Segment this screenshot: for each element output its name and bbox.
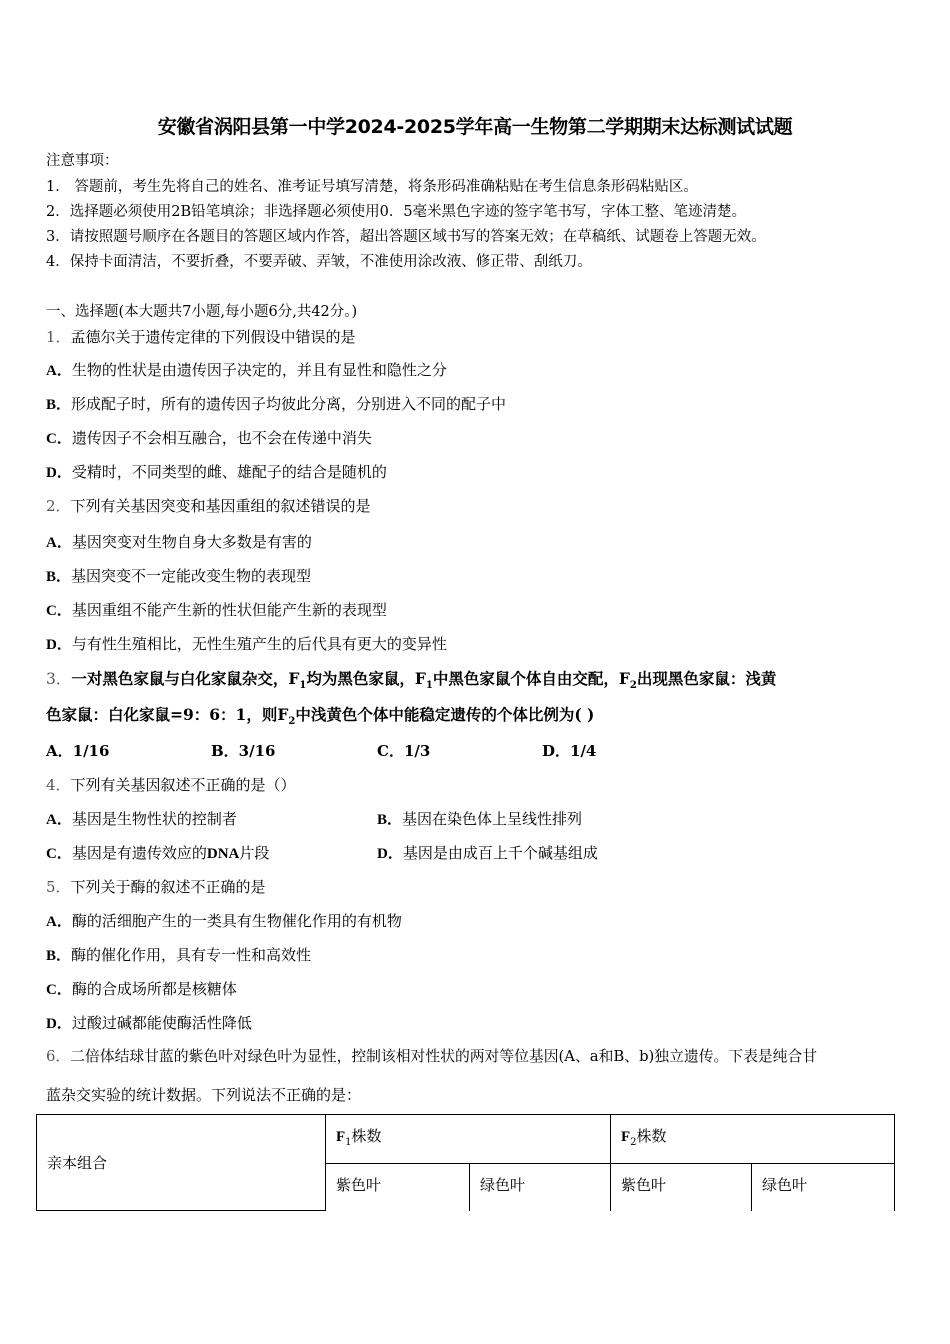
question-number: 4． bbox=[46, 776, 71, 794]
option-2d[interactable] bbox=[46, 634, 447, 655]
option-4b[interactable] bbox=[377, 809, 582, 830]
option-letter: C． bbox=[46, 431, 72, 447]
option-5d[interactable] bbox=[46, 1013, 252, 1034]
option-text: 基因突变对生物自身大多数是有害的 bbox=[71, 533, 312, 551]
option-letter: D． bbox=[46, 1016, 72, 1032]
question-6-line-2: 蓝杂交实验的统计数据。下列说法不正确的是： bbox=[46, 1086, 362, 1104]
option-text: 基因是由成百上千个碱基组成 bbox=[402, 844, 598, 862]
option-4d[interactable] bbox=[377, 843, 598, 864]
notice-item-4: 4．保持卡面清洁，不要折叠，不要弄破、弄皱，不准使用涂改液、修正带、刮纸刀。 bbox=[46, 254, 592, 270]
option-text: 酶的活细胞产生的一类具有生物催化作用的有机物 bbox=[71, 912, 402, 930]
table-header-f1-green: 绿色叶 bbox=[470, 1163, 611, 1211]
option-text: 生物的性状是由遗传因子决定的，并且有显性和隐性之分 bbox=[71, 361, 447, 379]
option-letter: B． bbox=[46, 948, 72, 964]
option-letter: B． bbox=[46, 569, 72, 585]
question-3-line-1 bbox=[46, 669, 776, 696]
option-letter: D． bbox=[46, 465, 72, 481]
question-stem: 下列有关基因突变和基因重组的叙述错误的是 bbox=[70, 497, 371, 515]
question-number: 1． bbox=[46, 328, 71, 346]
cell-text: 株数 bbox=[636, 1127, 667, 1145]
option-5b[interactable] bbox=[46, 945, 311, 966]
option-3c[interactable]: C．1/3 bbox=[377, 742, 431, 760]
cell-sub: 1 bbox=[345, 1137, 352, 1148]
cell-text: 株数 bbox=[351, 1127, 382, 1145]
question-3-line-2 bbox=[46, 705, 594, 732]
q3-text: 均为黑色家鼠，F bbox=[306, 669, 426, 688]
option-2a[interactable] bbox=[46, 532, 312, 553]
option-1d[interactable] bbox=[46, 462, 387, 483]
q3-sub: 1 bbox=[299, 680, 307, 692]
question-stem: 孟德尔关于遗传定律的下列假设中错误的是 bbox=[70, 328, 356, 346]
section-heading: 一、选择题(本大题共7小题,每小题6分,共42分。) bbox=[46, 304, 358, 320]
question-stem: 下列有关基因叙述不正确的是（） bbox=[70, 776, 296, 794]
option-letter: C． bbox=[46, 982, 72, 998]
question-stem: 下列关于酶的叙述不正确的是 bbox=[70, 878, 266, 896]
option-3d[interactable]: D．1/4 bbox=[542, 742, 597, 760]
option-text: 基因突变不一定能改变生物的表现型 bbox=[71, 567, 312, 585]
option-3b[interactable]: B．3/16 bbox=[211, 742, 276, 760]
option-letter: D． bbox=[377, 846, 403, 862]
option-letter: C． bbox=[46, 603, 72, 619]
notice-item-1: 1． 答题前，考生先将自己的姓名、准考证号填写清楚，将条形码准确粘贴在考生信息条形码粘贴区。 bbox=[46, 179, 698, 195]
cell-text: F bbox=[336, 1129, 346, 1145]
table-header-f1-purple: 紫色叶 bbox=[326, 1163, 470, 1211]
table-header-f2-purple: 紫色叶 bbox=[611, 1163, 752, 1211]
option-letter: A． bbox=[46, 812, 72, 828]
option-letter: B． bbox=[46, 397, 72, 413]
option-text-dna: DNA bbox=[206, 846, 240, 862]
option-1b[interactable] bbox=[46, 394, 506, 415]
option-text: 基因是有遗传效应的 bbox=[71, 844, 207, 862]
question-number: 5． bbox=[46, 878, 71, 896]
table-header-f2 bbox=[611, 1115, 895, 1164]
option-text: 基因重组不能产生新的性状但能产生新的表现型 bbox=[71, 601, 387, 619]
q3-text: 色家鼠：白化家鼠=9：6：1，则F bbox=[46, 705, 289, 724]
option-text: 与有性生殖相比，无性生殖产生的后代具有更大的变异性 bbox=[71, 635, 447, 653]
option-1a[interactable] bbox=[46, 360, 447, 381]
option-letter: A． bbox=[46, 914, 72, 930]
option-text: 过酸过碱都能使酶活性降低 bbox=[71, 1014, 252, 1032]
q3-text: 中浅黄色个体中能稳定遗传的个体比例为( ) bbox=[295, 705, 595, 724]
option-4a[interactable] bbox=[46, 809, 237, 830]
q3-text: 出现黑色家鼠：浅黄 bbox=[636, 669, 777, 688]
option-letter: A． bbox=[46, 535, 72, 551]
option-letter: C． bbox=[46, 846, 72, 862]
table-header-parent-combo bbox=[37, 1115, 326, 1211]
option-text: 形成配子时，所有的遗传因子均彼此分离，分别进入不同的配子中 bbox=[71, 395, 507, 413]
question-stem: 二倍体结球甘蓝的紫色叶对绿色叶为显性，控制该相对性状的两对等位基因(A、a和B、b)独立遗传。下表是纯合甘 bbox=[70, 1048, 818, 1065]
cell-text: F bbox=[621, 1129, 631, 1145]
notice-item-3: 3．请按照题号顺序在各题目的答题区域内作答，超出答题区域书写的答案无效；在草稿纸、试题卷上答题无效。 bbox=[46, 229, 766, 245]
question-5 bbox=[46, 877, 266, 897]
option-text: 酶的催化作用，具有专一性和高效性 bbox=[71, 946, 312, 964]
question-number: 2． bbox=[46, 497, 71, 515]
option-5c[interactable] bbox=[46, 979, 237, 1000]
option-text: 基因是生物性状的控制者 bbox=[71, 810, 237, 828]
option-2b[interactable] bbox=[46, 566, 311, 587]
q3-text: 一对黑色家鼠与白化家鼠杂交，F bbox=[71, 669, 300, 688]
notice-heading: 注意事项： bbox=[46, 153, 119, 169]
option-1c[interactable] bbox=[46, 428, 372, 449]
table-header-f2-green: 绿色叶 bbox=[752, 1163, 895, 1211]
question-4 bbox=[46, 775, 296, 795]
cross-data-table bbox=[36, 1114, 895, 1211]
option-letter: D． bbox=[46, 637, 72, 653]
option-5a[interactable] bbox=[46, 911, 402, 932]
question-number: 3． bbox=[46, 670, 72, 688]
table-header-f1 bbox=[326, 1115, 611, 1164]
question-6-line-1 bbox=[46, 1047, 817, 1067]
option-4c[interactable] bbox=[46, 843, 269, 864]
option-2c[interactable] bbox=[46, 600, 387, 621]
option-letter: B． bbox=[377, 812, 403, 828]
option-text: 基因在染色体上呈线性排列 bbox=[402, 810, 583, 828]
cell-sub: 2 bbox=[630, 1137, 637, 1148]
option-text: 受精时，不同类型的雌、雄配子的结合是随机的 bbox=[71, 463, 387, 481]
option-letter: A． bbox=[46, 363, 72, 379]
question-1 bbox=[46, 327, 356, 347]
option-text: 遗传因子不会相互融合，也不会在传递中消失 bbox=[71, 429, 372, 447]
question-2 bbox=[46, 496, 371, 516]
q3-sub: 1 bbox=[425, 680, 433, 692]
question-number: 6． bbox=[46, 1048, 71, 1065]
page-title: 安徽省涡阳县第一中学2024-2025学年高一生物第二学期期末达标测试试题 bbox=[157, 116, 793, 138]
q3-text: 中黑色家鼠个体自由交配，F bbox=[432, 669, 630, 688]
cell-text: 亲本组合 bbox=[47, 1154, 108, 1172]
option-text: 酶的合成场所都是核糖体 bbox=[71, 980, 237, 998]
option-text: 片段 bbox=[239, 844, 270, 862]
q3-sub: 2 bbox=[629, 680, 637, 692]
q3-sub: 2 bbox=[288, 716, 296, 728]
option-3a[interactable]: A．1/16 bbox=[46, 742, 110, 760]
notice-item-2: 2．选择题必须使用2B铅笔填涂；非选择题必须使用0．5毫米黑色字迹的签字笔书写，字体工整、笔迹清楚。 bbox=[46, 204, 747, 220]
